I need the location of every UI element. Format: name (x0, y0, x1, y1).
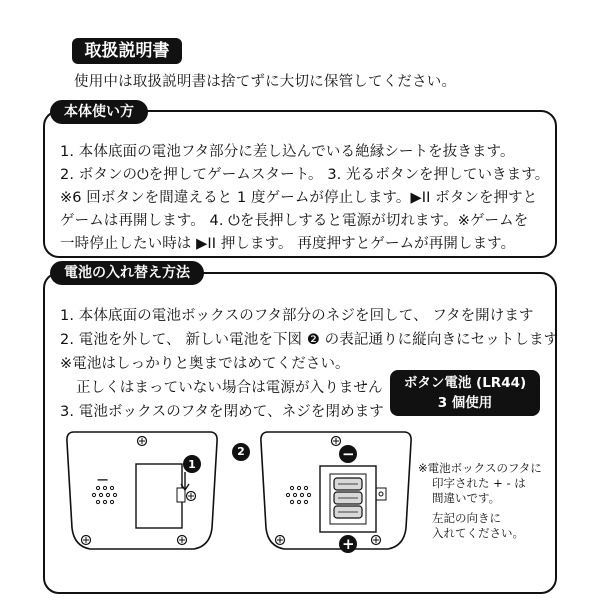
battery-line-1: 1. 本体底面の電池ボックスのフタ部分のネジを回して、 フタを開けます (60, 308, 534, 324)
battery-line-3: ※電池はしっかりと奥まではめてください。 (60, 356, 350, 372)
battery-section-title: 電池の入れ替え方法 (50, 261, 204, 285)
battery-line-5: 3. 電池ボックスのフタを閉めて、ネジを閉めます (60, 404, 384, 420)
polarity-note-4: 左記の向きに (432, 511, 501, 525)
usage-line-1: 1. 本体底面の電池フタ部分に差し込んでいる絶縁シートを抜きます。 (60, 144, 515, 160)
usage-line-2: 2. ボタンの⏻を押してゲームスタート。 3. 光るボタンを押していきます。 (60, 167, 550, 183)
usage-line-3: ※6 回ボタンを間違えると 1 度ゲームが停止します。▶II ボタンを押すと (60, 190, 538, 206)
usage-line-4: ゲームは再開します。 4. ⏻を長押しすると電源が切れます。※ゲームを (60, 213, 529, 229)
polarity-note-1: ※電池ボックスのフタに (418, 461, 542, 475)
step-1-marker: 1 (188, 458, 196, 471)
lid-minus-mark: − (96, 470, 110, 489)
diagram-open-compartment (254, 428, 419, 553)
polarity-note-2: 印字された + - は (432, 476, 526, 490)
manual-subtitle: 使用中は取扱説明書は捨てずに大切に保管してください。 (74, 74, 457, 90)
usage-line-5: 一時停止したい時は ▶II 押します。 再度押すとゲームが再開します。 (60, 236, 516, 252)
battery-count-label: 3 個使用 (437, 395, 493, 411)
battery-line-2: 2. 電池を外して、 新しい電池を下図 ❷ の表記通りに縦向きにセットします (60, 332, 559, 348)
usage-section-title: 本体使い方 (50, 100, 148, 124)
polarity-note-3: 間違いです。 (432, 491, 501, 505)
diagram-closed-lid (60, 428, 225, 553)
battery-line-4: 正しくはまっていない場合は電源が入りません (76, 380, 383, 396)
plus-terminal-mark: + (342, 535, 355, 553)
polarity-note-5: 入れてください。 (432, 526, 524, 540)
manual-title: 取扱説明書 (72, 38, 182, 64)
battery-type-label: ボタン電池 (LR44) (403, 375, 527, 391)
battery-type-badge (390, 370, 540, 416)
minus-terminal-mark: − (342, 445, 355, 463)
step-2-marker: 2 (232, 443, 250, 461)
